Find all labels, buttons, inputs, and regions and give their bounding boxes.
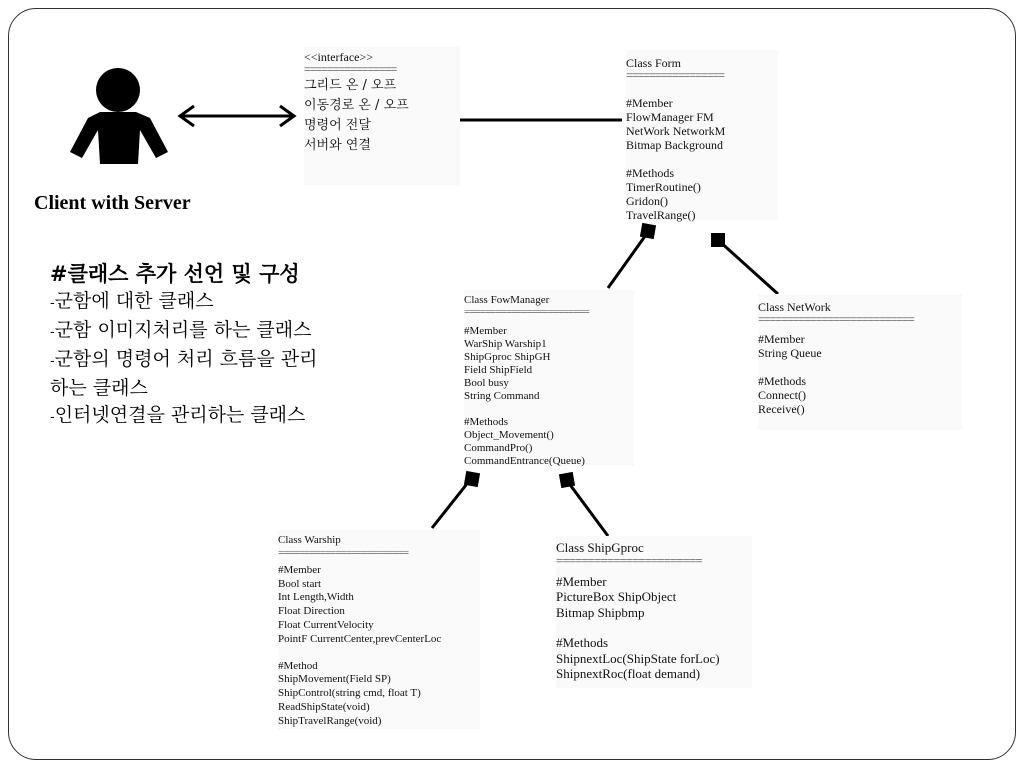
class-title: Class Form (626, 56, 682, 70)
member-header: #Member (626, 96, 673, 110)
method-line: ShipnextRoc(float demand) (556, 666, 701, 681)
description-item: -군함의 명령어 처리 흐름을 관리 (50, 348, 318, 370)
method-line: Receive() (758, 402, 805, 416)
interface-line: 이동경로 온 / 오프 (304, 98, 409, 113)
class-description-text (50, 260, 410, 431)
method-line: ShipnextLoc(ShipState forLoc) (556, 650, 720, 666)
member-line: Bool busy (464, 377, 509, 389)
method-line: Gridon() (626, 194, 668, 208)
class-separator: ========================= (278, 547, 409, 559)
member-line: Float CurrentVelocity (278, 618, 374, 631)
member-line: Float Direction (278, 605, 345, 618)
member-line: ShipGproc ShipGH (464, 351, 551, 363)
class-shipgproc-box (556, 536, 752, 688)
class-warship-box (278, 530, 480, 730)
member-line: Int Length,Width (278, 591, 354, 604)
client-label: Client with Server (34, 192, 191, 214)
member-line: String Command (464, 390, 540, 402)
member-header: #Member (464, 325, 507, 337)
member-header: #Member (758, 332, 805, 346)
class-form-box (626, 50, 778, 220)
method-line: TravelRange() (626, 208, 696, 222)
method-line: Object_Movement() (464, 429, 554, 441)
class-title: Class NetWork (758, 300, 831, 314)
class-title: Class Warship (278, 534, 341, 546)
class-network-box (758, 294, 962, 430)
member-line: Field ShipField (464, 364, 533, 376)
method-line: ShipMovement(Field SP) (278, 673, 391, 686)
class-separator: =========================== (758, 314, 914, 326)
method-line: ShipControl(string cmd, float T) (278, 687, 421, 700)
member-line: NetWork NetworkM (626, 124, 726, 138)
class-separator: ======================= (556, 555, 702, 568)
method-line: CommandEntrance(Queue) (464, 455, 585, 467)
methods-header: #Methods (556, 635, 608, 650)
member-header: #Member (556, 573, 607, 589)
member-line: PictureBox ShipObject (556, 589, 677, 604)
interface-separator: ================ (304, 64, 397, 76)
method-line: Connect() (758, 388, 806, 402)
member-line: String Queue (758, 346, 822, 360)
description-item-continuation: 하는 클래스 (50, 377, 148, 399)
methods-header: #Methods (626, 166, 674, 180)
class-separator: ======================== (464, 307, 589, 318)
member-header: #Member (278, 563, 321, 576)
description-item: -군함에 대한 클래스 (50, 290, 214, 312)
class-fowmanager-box (464, 290, 634, 466)
member-line: Bool start (278, 577, 322, 590)
description-item: -인터넷연결을 관리하는 클래스 (50, 404, 306, 426)
interface-line: 서버와 연결 (304, 138, 371, 153)
method-line: CommandPro() (464, 442, 533, 454)
member-line: FlowManager FM (626, 110, 714, 124)
methods-header: #Methods (758, 374, 806, 388)
member-line: PointF CurrentCenter,prevCenterLoc (278, 632, 442, 645)
class-title: Class ShipGproc (556, 540, 644, 555)
method-line: ReadShipState(void) (278, 700, 370, 713)
member-line: Bitmap Shipbmp (556, 604, 645, 620)
methods-header: #Method (278, 659, 318, 672)
interface-line: 명령어 전달 (304, 118, 371, 133)
class-title: Class FowManager (464, 294, 550, 306)
member-line: Bitmap Background (626, 138, 723, 152)
description-item: -군함 이미지처리를 하는 클래스 (50, 319, 312, 341)
description-heading: #클래스 추가 선언 및 구성 (50, 262, 300, 286)
method-line: ShipTravelRange(void) (278, 714, 382, 727)
method-line: TimerRoutine() (626, 180, 701, 194)
methods-header: #Methods (464, 416, 508, 428)
interface-line: 그리드 온 / 오프 (304, 78, 397, 93)
interface-box (304, 46, 460, 186)
interface-title: <<interface>> (304, 50, 374, 64)
class-separator: ================= (626, 70, 725, 82)
member-line: WarShip Warship1 (464, 338, 547, 350)
